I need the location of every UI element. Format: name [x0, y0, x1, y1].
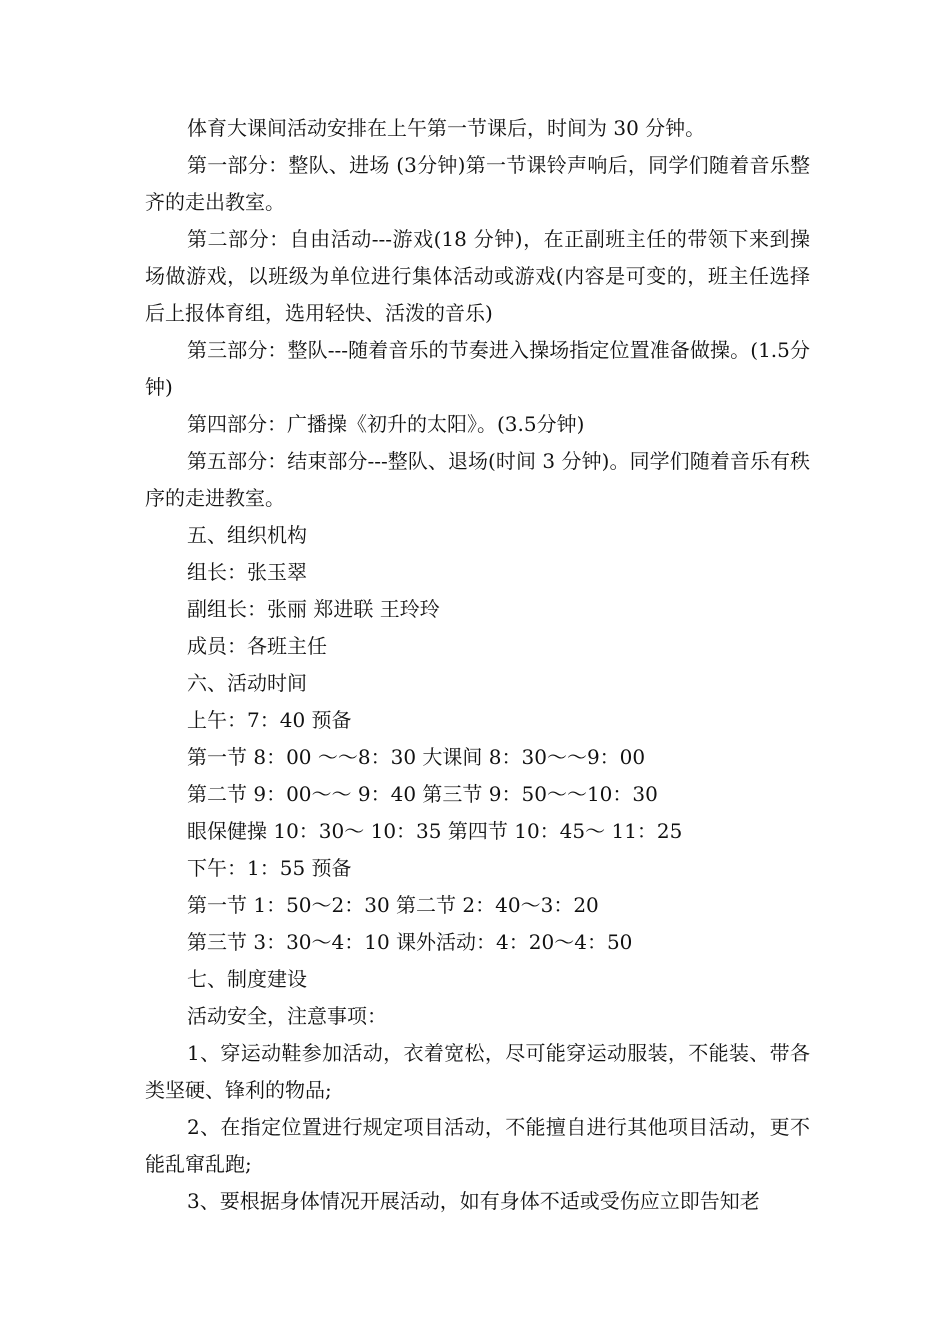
paragraph-part-five: 第五部分：结束部分---整队、退场(时间 3 分钟)。同学们随着音乐有秩序的走进教室。 — [145, 449, 810, 510]
line-deputy-leaders: 副组长：张丽 郑进联 王玲玲 — [187, 597, 440, 621]
line-afternoon-period-three-activities: 第三节 3：30～4：10 课外活动：4：20～4：50 — [187, 930, 633, 954]
line-group-leader: 组长：张玉翠 — [187, 560, 307, 584]
paragraph-rule-one: 1、穿运动鞋参加活动，衣着宽松，尽可能穿运动服装，不能装、带各类坚硬、锋利的物品; — [145, 1041, 810, 1102]
document-body — [145, 110, 810, 1220]
line-members: 成员：各班主任 — [187, 634, 327, 658]
heading-activity-time: 六、活动时间 — [187, 671, 307, 695]
line-morning-prep: 上午：7：40 预备 — [187, 708, 352, 732]
paragraph-part-four: 第四部分：广播操《初升的太阳》。(3.5分钟) — [187, 412, 585, 436]
paragraph-rule-three: 3、要根据身体情况开展活动，如有身体不适或受伤应立即告知老 — [187, 1189, 760, 1213]
paragraph-part-three: 第三部分：整队---随着音乐的节奏进入操场指定位置准备做操。(1.5分钟) — [145, 338, 810, 399]
heading-organization: 五、组织机构 — [187, 523, 307, 547]
line-period-two-three-morning: 第二节 9：00～～ 9：40 第三节 9：50～～10：30 — [187, 782, 658, 806]
line-period-one-morning: 第一节 8：00 ～～8：30 大课间 8：30～～9：00 — [187, 745, 646, 769]
paragraph-part-two: 第二部分：自由活动---游戏(18 分钟)，在正副班主任的带领下来到操场做游戏，以班级为单位进行集体活动或游戏(内容是可变的，班主任选择后上报体育组，选用轻快、活泼的音乐) — [145, 227, 810, 325]
paragraph-rule-two: 2、在指定位置进行规定项目活动，不能擅自进行其他项目活动，更不能乱窜乱跑; — [145, 1115, 810, 1176]
line-afternoon-prep: 下午：1：55 预备 — [187, 856, 352, 880]
paragraph-schedule-intro: 体育大课间活动安排在上午第一节课后，时间为 30 分钟。 — [187, 116, 706, 140]
line-safety-notes: 活动安全，注意事项： — [187, 1004, 387, 1028]
paragraph-part-one: 第一部分：整队、进场 (3分钟)第一节课铃声响后，同学们随着音乐整齐的走出教室。 — [145, 153, 810, 214]
heading-system-construction: 七、制度建设 — [187, 967, 307, 991]
line-eye-exercise-period-four: 眼保健操 10：30～ 10：35 第四节 10：45～ 11：25 — [187, 819, 683, 843]
line-afternoon-period-one-two: 第一节 1：50～2：30 第二节 2：40～3：20 — [187, 893, 599, 917]
